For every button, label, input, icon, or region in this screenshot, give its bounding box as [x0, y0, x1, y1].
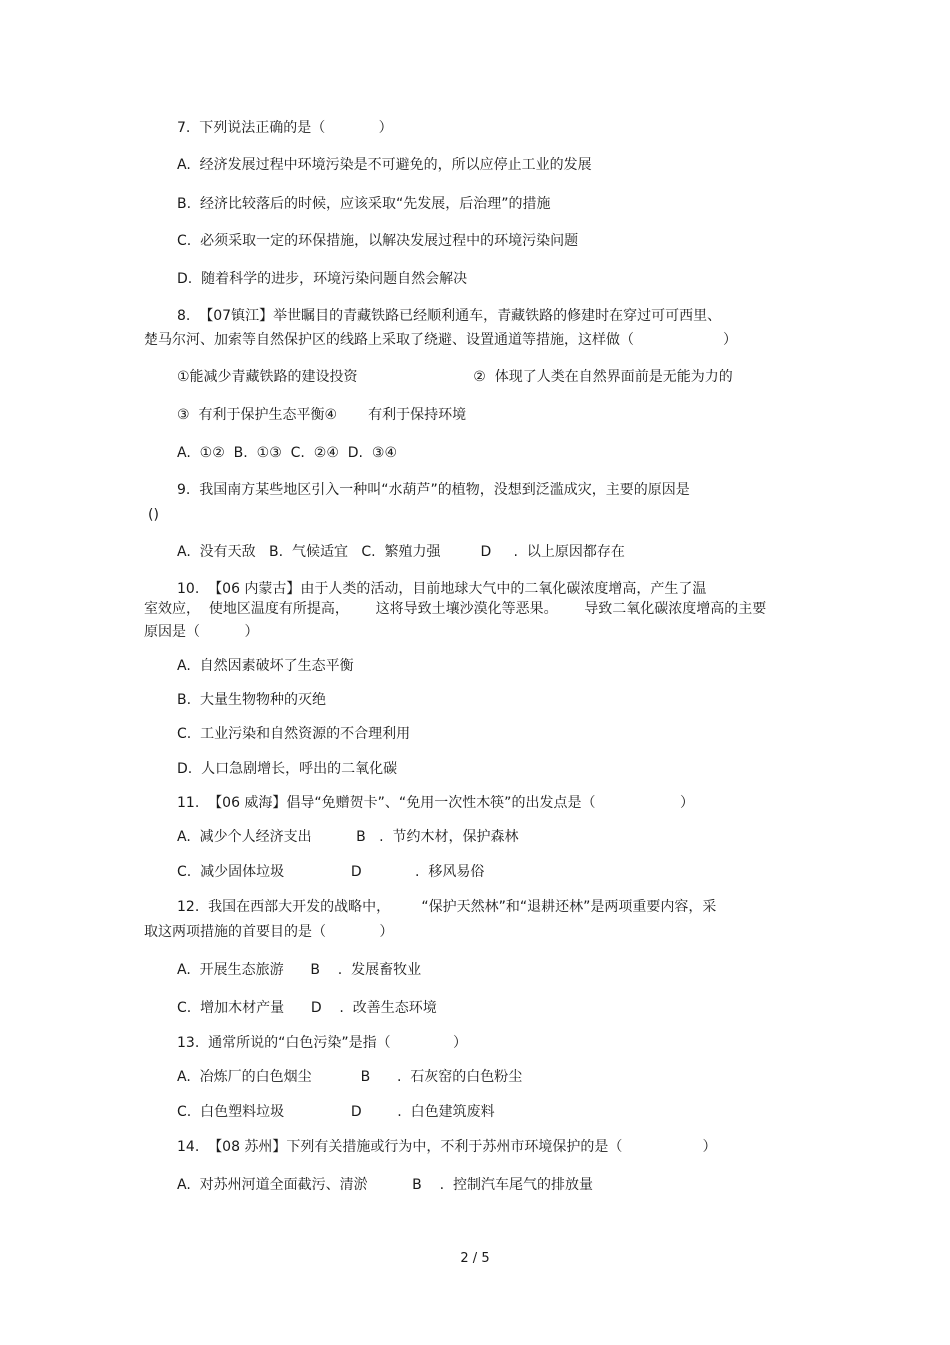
question-10-option-a: A. 自然因素破坏了生态平衡 [177, 658, 354, 674]
question-10-stem-line1: 10. 【06 内蒙古】由于人类的活动，目前地球大气中的二氧化碳浓度增高，产生了温 [177, 581, 707, 597]
question-9-stem-line1: 9. 我国南方某些地区引入一种叫“水葫芦”的植物，没想到泛滥成灾，主要的原因是 [177, 482, 690, 498]
question-11-options-line1: A. 减少个人经济支出 B . 节约木材，保护森林 [177, 829, 519, 845]
question-10-option-b: B. 大量生物物种的灭绝 [177, 692, 326, 708]
question-9-stem-line2: () [148, 507, 159, 523]
question-10-stem-line3: 原因是（ ） [144, 624, 259, 640]
question-13-options-line1: A. 冶炼厂的白色烟尘 B . 石灰窑的白色粉尘 [177, 1069, 523, 1085]
question-9-options: A. 没有天敌 B. 气候适宜 C. 繁殖力强 D . 以上原因都存在 [177, 544, 625, 560]
question-7-option-d: D. 随着科学的进步，环境污染问题自然会解决 [177, 271, 468, 287]
question-12-stem-line2: 取这两项措施的首要目的是（ ） [144, 924, 394, 940]
question-8-options: A. ①② B. ①③ C. ②④ D. ③④ [177, 445, 398, 461]
question-14-options-line1: A. 对苏州河道全面截污、清淤 B . 控制汽车尾气的排放量 [177, 1177, 593, 1193]
question-12-options-line1: A. 开展生态旅游 B . 发展畜牧业 [177, 962, 422, 978]
question-7-option-b: B. 经济比较落后的时候，应该采取“先发展，后治理”的措施 [177, 196, 551, 212]
question-11-options-line2: C. 减少固体垃圾 D . 移风易俗 [177, 864, 485, 880]
question-7-stem: 7. 下列说法正确的是（ ） [177, 120, 393, 136]
question-12-stem-line1: 12. 我国在西部大开发的战略中， “保护天然林”和“退耕还林”是两项重要内容，采 [177, 899, 717, 915]
page-number: 2 / 5 [460, 1251, 490, 1266]
question-14-stem: 14. 【08 苏州】下列有关措施或行为中，不利于苏州市环境保护的是（ ） [177, 1139, 717, 1155]
question-13-options-line2: C. 白色塑料垃圾 D . 白色建筑废料 [177, 1104, 495, 1120]
question-7-option-a: A. 经济发展过程中环境污染是不可避免的，所以应停止工业的发展 [177, 157, 592, 173]
question-13-stem: 13. 通常所说的“白色污染”是指（ ） [177, 1035, 467, 1051]
question-11-stem: 11. 【06 威海】倡导“免赠贺卡”、“免用一次性木筷”的出发点是（ ） [177, 795, 694, 811]
question-8-stem-line2: 楚马尔河、加索等自然保护区的线路上采取了绕避、设置通道等措施，这样做（ ） [144, 332, 738, 348]
question-10-option-c: C. 工业污染和自然资源的不合理利用 [177, 726, 411, 742]
question-12-options-line2: C. 增加木材产量 D . 改善生态环境 [177, 1000, 437, 1016]
question-8-statements-line1: ①能减少青藏铁路的建设投资 ② 体现了人类在自然界面前是无能为力的 [177, 369, 733, 385]
question-8-stem-line1: 8. 【07镇江】举世瞩目的青藏铁路已经顺利通车，青藏铁路的修建时在穿过可可西里、 [177, 308, 722, 324]
question-7-option-c: C. 必须采取一定的环保措施，以解决发展过程中的环境污染问题 [177, 233, 579, 249]
question-10-option-d: D. 人口急剧增长，呼出的二氧化碳 [177, 761, 398, 777]
question-10-stem-line2: 室效应， 使地区温度有所提高， 这将导致土壤沙漠化等恶果。 导致二氧化碳浓度增高的主要 [144, 601, 767, 617]
question-8-statements-line2: ③ 有利于保护生态平衡④ 有利于保持环境 [177, 407, 467, 423]
